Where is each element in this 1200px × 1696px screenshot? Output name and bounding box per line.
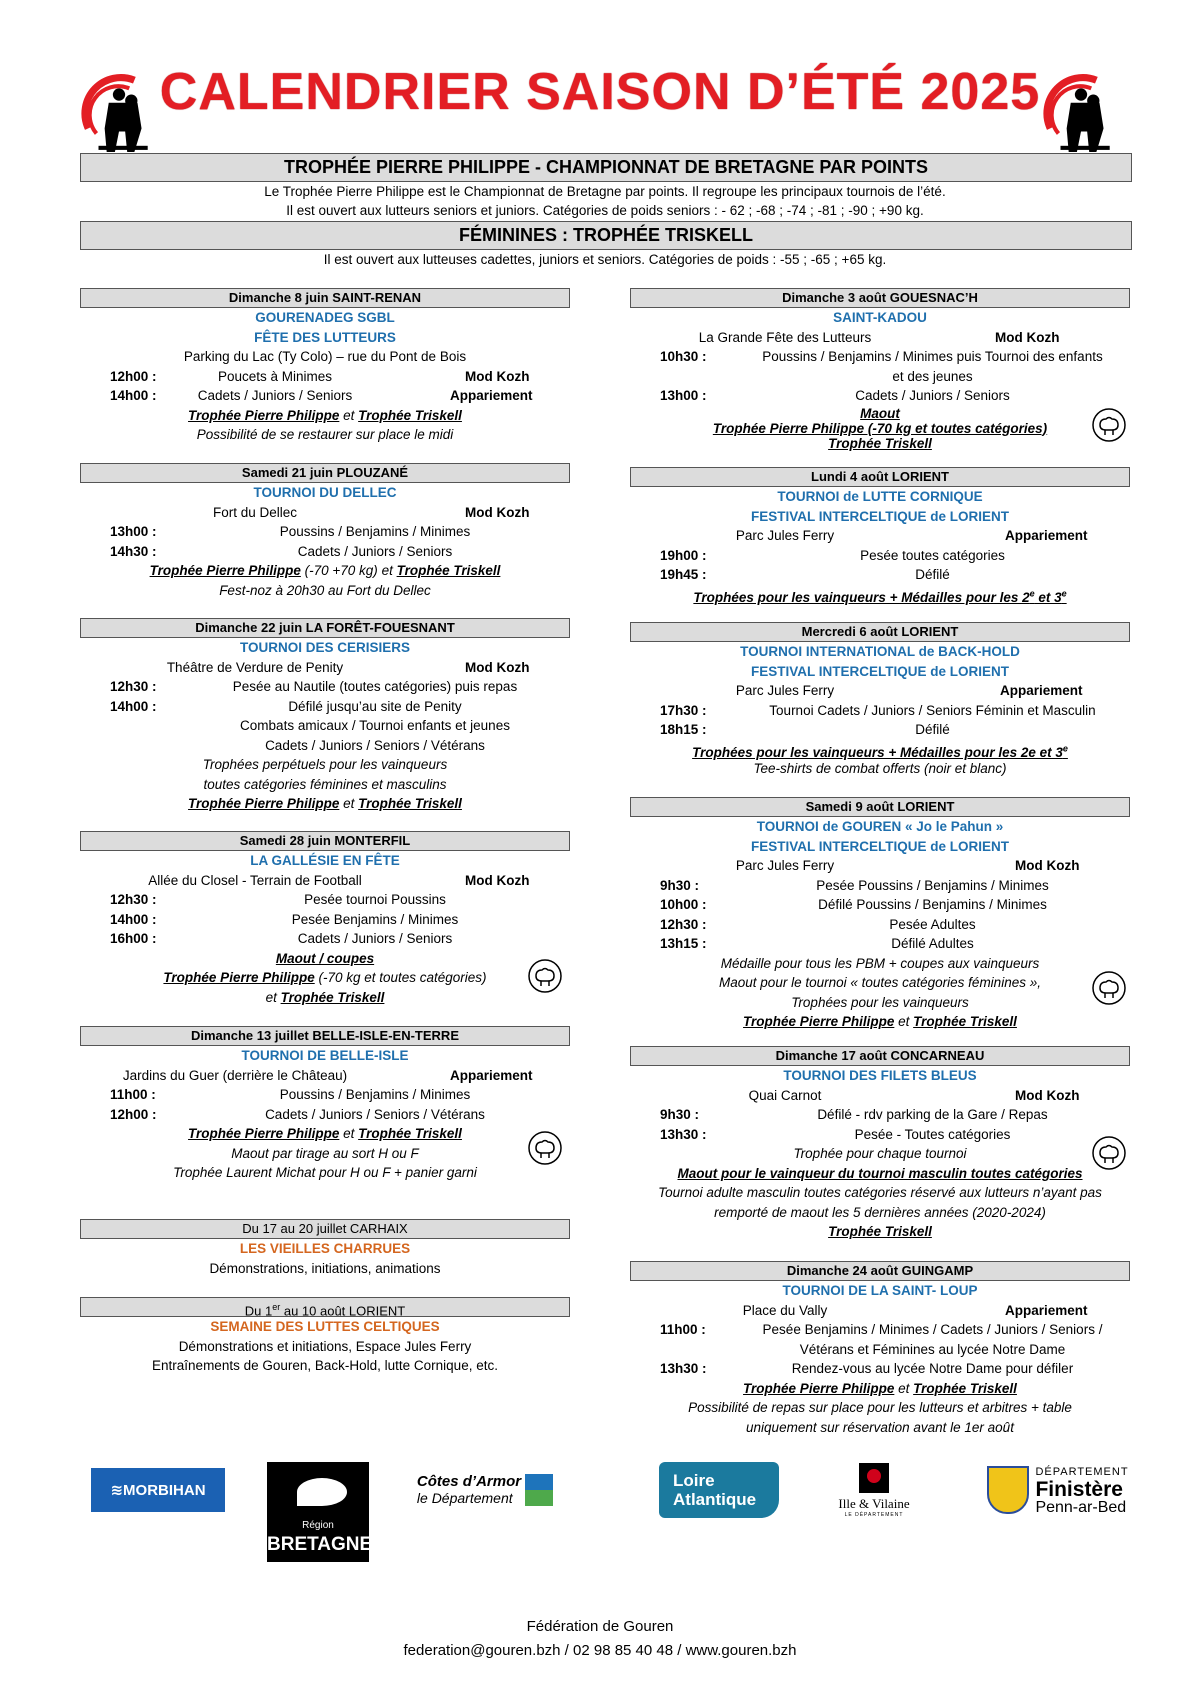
event-activity: Pesée au Nautile (toutes catégories) puis repas bbox=[232, 679, 518, 694]
event-activity: Défilé bbox=[915, 567, 950, 582]
trophy-triskell: Trophée Triskell bbox=[396, 563, 501, 578]
event-note: Possibilité de repas sur place pour les lutteurs et arbitres + table bbox=[688, 1400, 1072, 1415]
loire-atlantique-logo bbox=[659, 1462, 779, 1518]
event-note: remporté de maout les 5 dernières années (2020-2024) bbox=[714, 1204, 1046, 1220]
event-activity: Cadets / Juniors / Seniors bbox=[855, 388, 1010, 403]
trophy-pierre-philippe: Trophée Pierre Philippe (-70 kg et toutes catégories) bbox=[712, 420, 1048, 436]
event-time: 9h30 : bbox=[660, 877, 700, 893]
event-activity: Combats amicaux / Tournoi enfants et jeunes bbox=[240, 718, 510, 733]
maout-sheep-icon bbox=[1091, 1135, 1127, 1171]
event-note: uniquement sur réservation avant le 1er août bbox=[746, 1419, 1014, 1435]
bretagne-small-label: Région bbox=[302, 1520, 334, 1531]
finistere-text bbox=[1035, 1463, 1128, 1517]
pairing-type: Appariement bbox=[1005, 528, 1088, 543]
event-note: Démonstrations, initiations, animations bbox=[209, 1260, 441, 1276]
event-time: 18h15 : bbox=[660, 722, 707, 737]
event-belle-isle bbox=[80, 1026, 570, 1183]
cotes-darmor-text bbox=[417, 1473, 521, 1507]
conjunction: et bbox=[343, 1126, 355, 1141]
atlantique-label: Atlantique bbox=[673, 1490, 757, 1509]
event-note: Médaille pour tous les PBM + coupes aux vainqueurs bbox=[720, 955, 1040, 971]
finistere-dept-label: DÉPARTEMENT bbox=[1035, 1466, 1129, 1478]
event-place: Parking du Lac (Ty Colo) – rue du Pont de Bois bbox=[183, 349, 467, 364]
wrestling-style: Mod Kozh bbox=[465, 872, 530, 888]
event-activity: Pesée - Toutes catégories bbox=[854, 1126, 1011, 1142]
event-activity: Pesée tournoi Poussins bbox=[304, 892, 446, 907]
event-time: 13h00 : bbox=[660, 388, 707, 403]
prize-text: et 3 bbox=[1034, 590, 1062, 605]
morbihan-label: MORBIHAN bbox=[123, 1481, 206, 1499]
event-note: Entraînements de Gouren, Back-Hold, lutte Cornique, etc. bbox=[152, 1358, 498, 1373]
event-la-foret-fouesnant bbox=[80, 618, 570, 814]
maout-sheep-icon bbox=[1091, 407, 1127, 443]
event-time: 14h30 : bbox=[110, 543, 157, 559]
event-lorient-luttes-celtiques bbox=[80, 1297, 570, 1376]
sponsor-cotes-darmor bbox=[405, 1450, 565, 1530]
event-time: 19h45 : bbox=[660, 567, 707, 582]
pairing-type: Appariement bbox=[1000, 683, 1083, 698]
event-activity: Défilé Poussins / Benjamins / Minimes bbox=[818, 897, 1047, 912]
championship-text-line: Le Trophée Pierre Philippe est le Championnat de Bretagne par points. Il regroupe les principaux tournois de l’été. bbox=[264, 184, 946, 199]
event-name: SEMAINE DES LUTTES CELTIQUES bbox=[210, 1319, 440, 1334]
trophy-triskell: Trophée Triskell bbox=[358, 407, 462, 423]
penn-ar-bed-label: Penn-ar-Bed bbox=[1035, 1499, 1127, 1516]
event-place: Jardins du Guer (derrière le Château) bbox=[122, 1067, 348, 1083]
event-place: Place du Vally bbox=[742, 1302, 828, 1318]
event-name: SAINT-KADOU bbox=[833, 310, 927, 325]
pairing-type: Appariement bbox=[450, 388, 533, 403]
feminines-intro: Il est ouvert aux lutteuses cadettes, juniors et seniors. Catégories de poids : -55 ; -65 ; +65 kg. bbox=[323, 252, 887, 267]
wrestling-style: Mod Kozh bbox=[465, 659, 530, 675]
trophy-pierre-philippe: Trophée Pierre Philippe bbox=[743, 1014, 895, 1029]
event-lorient-cornique bbox=[630, 467, 1130, 604]
event-saint-renan bbox=[80, 288, 570, 445]
event-activity: et des jeunes bbox=[892, 368, 973, 384]
event-name: TOURNOI DU DELLEC bbox=[253, 485, 397, 500]
event-place: Quai Carnot bbox=[748, 1087, 822, 1103]
event-place: Fort du Dellec bbox=[212, 504, 298, 520]
event-place: La Grande Fête des Lutteurs bbox=[698, 329, 872, 345]
event-note: Trophées perpétuels pour les vainqueurs bbox=[202, 757, 448, 772]
conjunction: et bbox=[898, 1014, 910, 1029]
event-date: Samedi 28 juin MONTERFIL bbox=[80, 831, 570, 851]
event-date: Dimanche 3 août GOUESNAC’H bbox=[630, 288, 1130, 308]
event-time: 14h00 : bbox=[110, 388, 157, 403]
conjunction: et bbox=[898, 1380, 910, 1396]
trophy-triskell: Trophée Triskell bbox=[828, 435, 932, 451]
event-place: Parc Jules Ferry bbox=[735, 858, 835, 873]
conjunction: et bbox=[381, 563, 393, 578]
event-name: TOURNOI INTERNATIONAL de BACK-HOLD bbox=[740, 644, 1020, 659]
event-name: TOURNOI de GOUREN « Jo le Pahun » bbox=[756, 819, 1004, 834]
event-date: Lundi 4 août LORIENT bbox=[630, 467, 1130, 487]
event-place: Allée du Closel - Terrain de Football bbox=[148, 872, 362, 888]
trophy-detail: (-70 kg et toutes catégories) bbox=[314, 970, 487, 985]
event-activity: Cadets / Juniors / Seniors bbox=[297, 931, 453, 946]
event-name: TOURNOI DES CERISIERS bbox=[239, 640, 411, 655]
maout-sheep-icon bbox=[527, 1130, 563, 1166]
event-date: Dimanche 13 juillet BELLE-ISLE-EN-TERRE bbox=[80, 1026, 570, 1046]
event-time: 9h30 : bbox=[660, 1107, 700, 1122]
event-prize bbox=[693, 590, 1066, 605]
sponsor-morbihan bbox=[90, 1450, 226, 1530]
event-name: TOURNOI de LUTTE CORNIQUE bbox=[777, 489, 983, 504]
date-part: Du 1 bbox=[244, 1303, 273, 1319]
event-activity: Poussins / Benjamins / Minimes puis Tournoi des enfants bbox=[762, 349, 1103, 364]
championship-text-line: Il est ouvert aux lutteurs seniors et juniors. Catégories de poids seniors : - 62 ; -68 ; -74 ; -81 ; -90 ; +90 kg. bbox=[286, 203, 924, 218]
ille-et-vilaine-label: Ille & Vilaine bbox=[838, 1495, 910, 1511]
event-name: LA GALLÉSIE EN FÊTE bbox=[250, 853, 400, 868]
cotes-darmor-label: Côtes d’Armor bbox=[416, 1473, 522, 1490]
prize-superscript: e bbox=[1061, 588, 1067, 599]
pairing-type: Appariement bbox=[1005, 1302, 1088, 1318]
event-activity: Tournoi Cadets / Juniors / Seniors Féminin et Masculin bbox=[769, 702, 1096, 718]
event-time: 10h00 : bbox=[660, 897, 707, 912]
event-note: Possibilité de se restaurer sur place le midi bbox=[196, 427, 454, 442]
event-note: toutes catégories féminines et masculins bbox=[203, 776, 447, 792]
event-festival: FESTIVAL INTERCELTIQUE de LORIENT bbox=[750, 508, 1009, 524]
cotes-darmor-flag-icon bbox=[525, 1474, 553, 1506]
event-activity: Cadets / Juniors / Seniors / Vétérans bbox=[265, 737, 485, 753]
trophy-pierre-philippe: Trophée Pierre Philippe bbox=[188, 407, 340, 423]
event-place: Parc Jules Ferry bbox=[735, 528, 835, 543]
event-activity: Pesée Benjamins / Minimes / Cadets / Juniors / Seniors / bbox=[762, 1322, 1103, 1337]
event-time: 12h30 : bbox=[110, 679, 157, 694]
event-date: Dimanche 24 août GUINGAMP bbox=[630, 1261, 1130, 1281]
event-note: Trophée Laurent Michat pour H ou F + panier garni bbox=[173, 1165, 477, 1180]
event-time: 12h00 : bbox=[110, 368, 157, 384]
wrestling-style: Mod Kozh bbox=[995, 329, 1060, 345]
event-time: 11h00 : bbox=[660, 1322, 706, 1337]
event-note: Maout pour le tournoi « toutes catégories féminines », bbox=[719, 975, 1041, 990]
loire-label: Loire bbox=[673, 1471, 715, 1490]
event-activity: Pesée Benjamins / Minimes bbox=[291, 911, 459, 927]
event-concarneau bbox=[630, 1046, 1130, 1242]
trophy-pierre-philippe: Trophée Pierre Philippe bbox=[163, 970, 315, 985]
prize-superscript: e bbox=[1029, 588, 1035, 599]
wrestlers-logo-icon bbox=[1040, 72, 1122, 154]
event-date: Samedi 9 août LORIENT bbox=[630, 797, 1130, 817]
championship-intro bbox=[80, 182, 1130, 220]
event-organizer: GOURENADEG SGBL bbox=[255, 310, 395, 325]
trophy-pierre-philippe: Trophée Pierre Philippe bbox=[743, 1380, 895, 1396]
event-place: Théâtre de Verdure de Penity bbox=[166, 659, 344, 675]
event-name: LES VIEILLES CHARRUES bbox=[239, 1241, 411, 1256]
event-date: Dimanche 8 juin SAINT-RENAN bbox=[80, 288, 570, 308]
event-time: 12h00 : bbox=[110, 1106, 157, 1122]
event-name: TOURNOI DE LA SAINT- LOUP bbox=[782, 1283, 978, 1298]
event-activity: Cadets / Juniors / Seniors bbox=[197, 388, 353, 403]
sponsor-region-bretagne bbox=[266, 1462, 373, 1562]
conjunction: et bbox=[343, 796, 355, 811]
trophy-pierre-philippe: Trophée Pierre Philippe bbox=[188, 1126, 340, 1141]
event-date: Mercredi 6 août LORIENT bbox=[630, 622, 1130, 642]
wrestlers-logo-icon bbox=[78, 72, 160, 154]
maout-sheep-icon bbox=[527, 958, 563, 994]
cotes-darmor-sublabel: le Département bbox=[416, 1490, 513, 1506]
prize-superscript: e bbox=[1062, 743, 1068, 754]
event-time: 17h30 : bbox=[660, 702, 707, 718]
sponsor-ille-et-vilaine bbox=[824, 1450, 924, 1530]
event-activity: Cadets / Juniors / Seniors / Vétérans bbox=[265, 1106, 485, 1122]
event-activity: Pesée toutes catégories bbox=[860, 547, 1005, 563]
event-name: FÊTE DES LUTTEURS bbox=[254, 329, 396, 345]
event-time: 12h30 : bbox=[110, 892, 157, 907]
event-note: Maout par tirage au sort H ou F bbox=[231, 1145, 419, 1161]
finistere-shield-icon bbox=[987, 1466, 1029, 1514]
event-festival: FESTIVAL INTERCELTIQUE de LORIENT bbox=[750, 838, 1009, 854]
ille-et-vilaine-mark-icon bbox=[859, 1463, 889, 1493]
trophy-triskell: Trophée Triskell bbox=[828, 1224, 932, 1239]
event-monterfil bbox=[80, 831, 570, 1007]
event-time: 13h30 : bbox=[660, 1126, 707, 1142]
event-date bbox=[80, 1297, 570, 1317]
event-time: 14h00 : bbox=[110, 911, 157, 927]
trophy-triskell: Trophée Triskell bbox=[280, 989, 385, 1005]
event-prize bbox=[692, 745, 1068, 760]
event-festival: FESTIVAL INTERCELTIQUE de LORIENT bbox=[750, 663, 1009, 679]
event-note: Tournoi adulte masculin toutes catégories réservé aux lutteurs n’ayant pas bbox=[658, 1185, 1102, 1200]
event-time: 16h00 : bbox=[110, 931, 157, 946]
event-activity: Défilé bbox=[915, 722, 950, 737]
finistere-label: Finistère bbox=[1035, 1478, 1123, 1501]
conjunction: et bbox=[343, 407, 355, 423]
event-carhaix bbox=[80, 1219, 570, 1278]
event-activity: Défilé jusqu’au site de Penity bbox=[288, 698, 462, 714]
event-activity: Poucets à Minimes bbox=[217, 368, 333, 384]
event-place: Parc Jules Ferry bbox=[735, 683, 835, 698]
event-note: Démonstrations et initiations, Espace Jules Ferry bbox=[178, 1338, 472, 1354]
event-time: 13h00 : bbox=[110, 524, 157, 539]
wrestling-style: Mod Kozh bbox=[465, 504, 530, 520]
event-time: 10h30 : bbox=[660, 349, 707, 364]
trophy-triskell: Trophée Triskell bbox=[913, 1380, 1017, 1396]
maout-prize: Maout pour le vainqueur du tournoi masculin toutes catégories bbox=[677, 1165, 1083, 1181]
event-activity: Rendez-vous au lycée Notre Dame pour défiler bbox=[791, 1361, 1074, 1376]
event-date: Dimanche 17 août CONCARNEAU bbox=[630, 1046, 1130, 1066]
event-date: Dimanche 22 juin LA FORÊT-FOUESNANT bbox=[80, 618, 570, 638]
event-activity: Pesée Adultes bbox=[889, 916, 976, 932]
trophy-pierre-philippe: Trophée Pierre Philippe bbox=[149, 563, 301, 578]
event-note: Fest-noz à 20h30 au Fort du Dellec bbox=[219, 582, 431, 598]
event-activity: Défilé Adultes bbox=[891, 936, 974, 951]
date-part: au 10 août LORIENT bbox=[280, 1303, 406, 1319]
event-activity: Défilé - rdv parking de la Gare / Repas bbox=[817, 1107, 1048, 1122]
footer-contact: federation@gouren.bzh / 02 98 85 40 48 / www.gouren.bzh bbox=[403, 1642, 797, 1659]
wrestling-style: Mod Kozh bbox=[1015, 1087, 1080, 1103]
event-time: 13h30 : bbox=[660, 1361, 707, 1376]
event-time: 19h00 : bbox=[660, 547, 707, 563]
event-activity: Vétérans et Féminines au lycée Notre Dame bbox=[799, 1341, 1066, 1357]
pairing-type: Appariement bbox=[450, 1067, 533, 1083]
feminines-banner: FÉMININES : TROPHÉE TRISKELL bbox=[80, 221, 1132, 250]
footer-federation: Fédération de Gouren bbox=[526, 1618, 674, 1635]
sponsor-finistere bbox=[978, 1450, 1138, 1530]
trophy-detail: (-70 +70 kg) bbox=[300, 563, 382, 578]
ermine-icon bbox=[297, 1478, 347, 1506]
prize-text: Trophées pour les vainqueurs + Médailles pour les 2e et 3 bbox=[692, 745, 1063, 760]
event-plouzane bbox=[80, 463, 570, 600]
event-name: TOURNOI DES FILETS BLEUS bbox=[783, 1068, 977, 1083]
date-superscript: er bbox=[272, 1302, 281, 1312]
event-note: Trophée pour chaque tournoi bbox=[793, 1146, 967, 1161]
wrestling-style: Mod Kozh bbox=[465, 368, 530, 384]
event-activity: Poussins / Benjamins / Minimes bbox=[279, 524, 471, 539]
page-title: CALENDRIER SAISON D’ÉTÉ 2025 bbox=[159, 63, 1041, 121]
bretagne-logo bbox=[267, 1462, 373, 1562]
prize-text: Trophées pour les vainqueurs + Médailles pour les 2 bbox=[693, 590, 1030, 605]
event-activity: Pesée Poussins / Benjamins / Minimes bbox=[816, 877, 1049, 893]
trophy-triskell: Trophée Triskell bbox=[913, 1014, 1017, 1029]
event-activity: Poussins / Benjamins / Minimes bbox=[279, 1087, 471, 1102]
sponsor-loire-atlantique bbox=[656, 1450, 782, 1530]
maout-prize: Maout bbox=[860, 405, 900, 421]
event-date: Du 17 au 20 juillet CARHAIX bbox=[80, 1219, 570, 1239]
event-note: Tee-shirts de combat offerts (noir et blanc) bbox=[753, 761, 1007, 776]
event-time: 12h30 : bbox=[660, 916, 707, 932]
championship-banner: TROPHÉE PIERRE PHILIPPE - CHAMPIONNAT DE BRETAGNE PAR POINTS bbox=[80, 153, 1132, 182]
maout-prize: Maout / coupes bbox=[275, 950, 375, 966]
event-guingamp bbox=[630, 1261, 1130, 1437]
trophy-pierre-philippe: Trophée Pierre Philippe bbox=[188, 796, 340, 811]
trophy-triskell: Trophée Triskell bbox=[358, 1126, 462, 1141]
event-date: Samedi 21 juin PLOUZANÉ bbox=[80, 463, 570, 483]
event-time: 14h00 : bbox=[110, 698, 157, 714]
trophy-triskell: Trophée Triskell bbox=[358, 796, 462, 811]
event-lorient-back-hold bbox=[630, 622, 1130, 779]
ille-et-vilaine-sublabel: LE DÉPARTEMENT bbox=[844, 1511, 904, 1518]
event-lorient-gouren bbox=[630, 797, 1130, 1032]
morbihan-logo: ≋ MORBIHAN bbox=[91, 1468, 225, 1512]
event-activity: Cadets / Juniors / Seniors bbox=[297, 543, 453, 559]
event-gouesnach bbox=[630, 288, 1130, 451]
wrestling-style: Mod Kozh bbox=[1015, 858, 1080, 873]
event-note: Trophées pour les vainqueurs bbox=[791, 994, 969, 1010]
event-name: TOURNOI DE BELLE-ISLE bbox=[241, 1048, 409, 1063]
maout-sheep-icon bbox=[1091, 970, 1127, 1006]
bretagne-label: BRETAGNE bbox=[267, 1534, 373, 1555]
event-time: 13h15 : bbox=[660, 936, 707, 951]
event-time: 11h00 : bbox=[110, 1087, 156, 1102]
conjunction: et bbox=[265, 989, 281, 1005]
